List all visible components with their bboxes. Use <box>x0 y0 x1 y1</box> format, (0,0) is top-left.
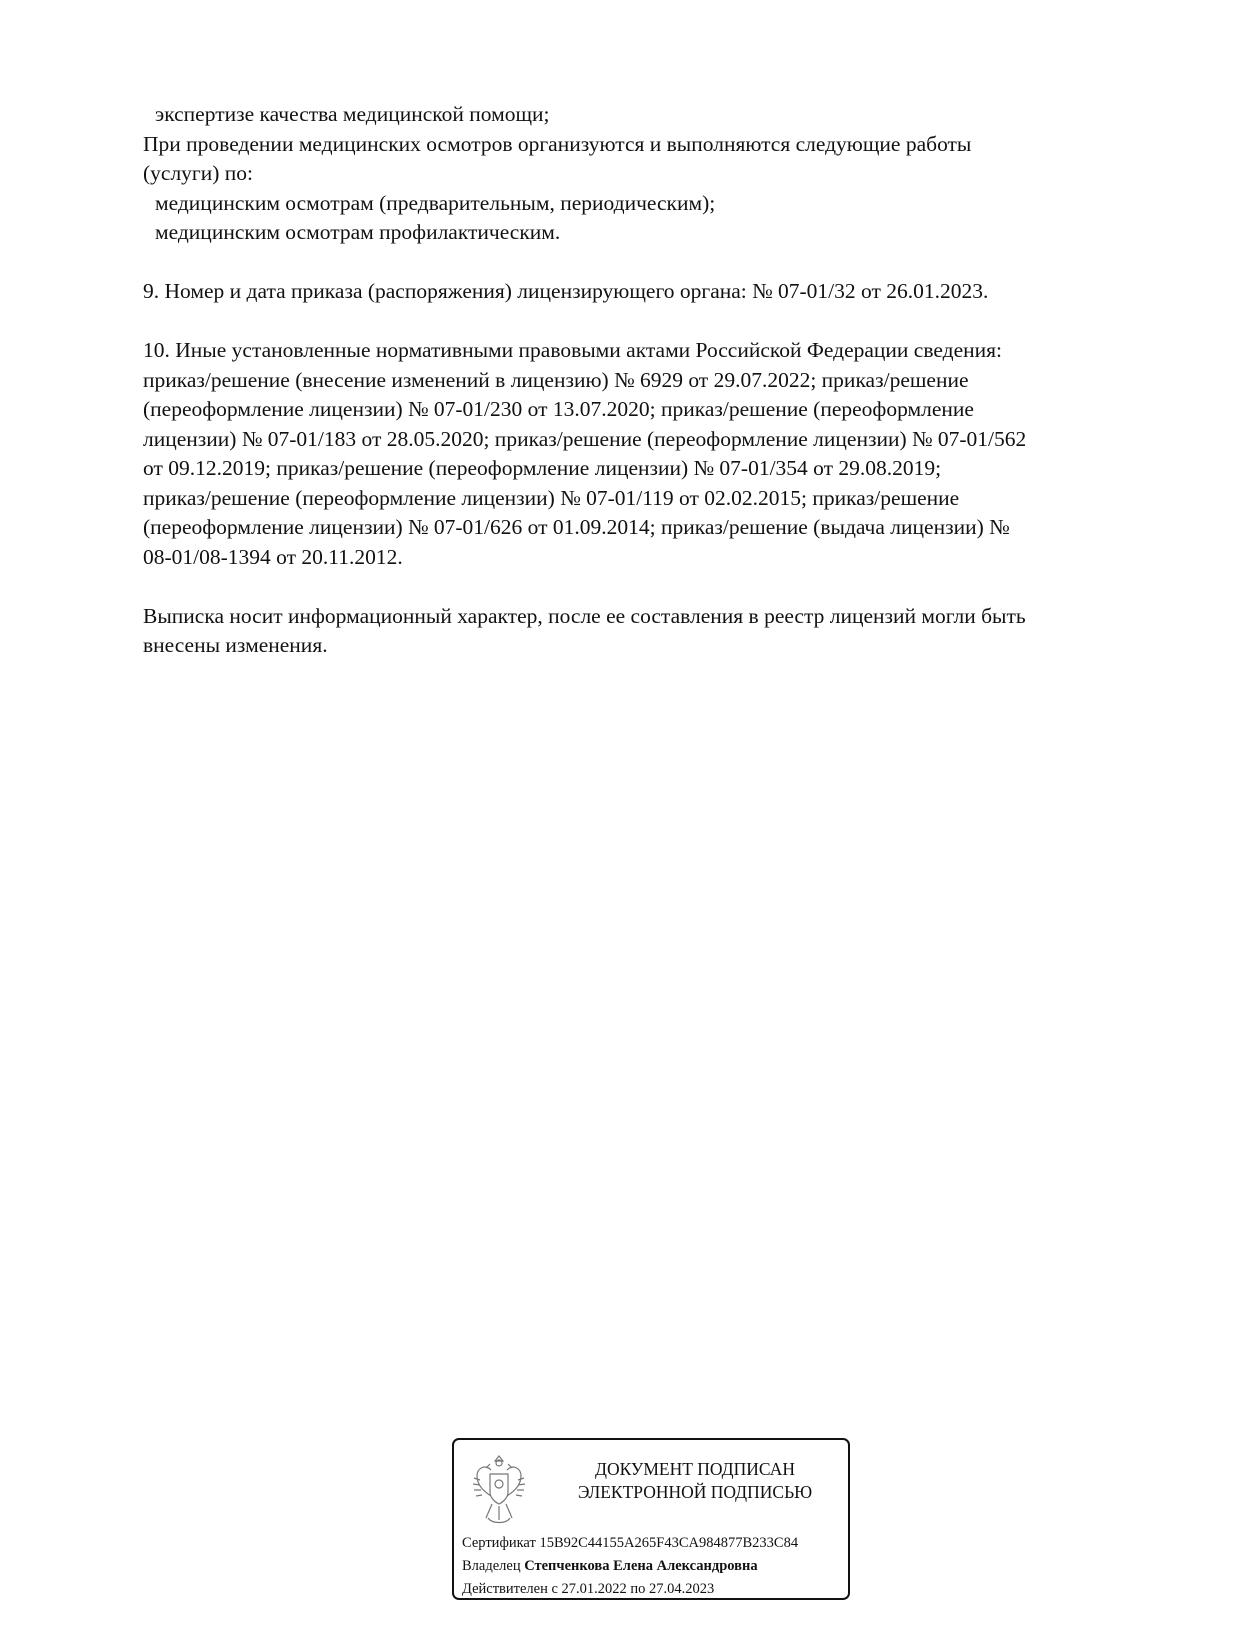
text-line: При проведении медицинских осмотров организуются и выполняются следующие работы <box>143 131 972 156</box>
text-line: медицинским осмотрам (предварительным, периодическим); <box>155 190 716 215</box>
certificate-row <box>462 1532 798 1555</box>
owner-row <box>462 1555 798 1578</box>
text-line: (услуги) по: <box>143 161 254 185</box>
certificate-value: 15B92C44155A265F43CA984877B233C84 <box>539 1535 799 1551</box>
text-line: экспертизе качества медицинской помощи; <box>155 102 550 126</box>
text-line: медицинским осмотрам профилактическим. <box>155 220 561 244</box>
text-line: приказ/решение (переоформление лицензии) № 07-01/119 от 02.02.2015; приказ/решение <box>143 485 960 510</box>
text-line: от 09.12.2019; приказ/решение (переоформление лицензии) № 07-01/354 от 29.08.2019; <box>143 456 942 480</box>
item-9-order: 9. Номер и дата приказа (распоряжения) лицензирующего органа: № 07-01/32 от 26.01.2023. <box>143 279 989 303</box>
text-line: приказ/решение (внесение изменений в лицензию) № 6929 от 29.07.2022; приказ/решение <box>143 367 969 392</box>
coat-of-arms-icon <box>466 1452 532 1532</box>
text-line: (переоформление лицензии) № 07-01/626 от 01.09.2014; приказ/решение (выдача лицензии) № <box>143 515 1010 539</box>
text-line: 08-01/08-1394 от 20.11.2012. <box>143 544 403 569</box>
stamp-title <box>550 1458 840 1504</box>
electronic-signature-stamp <box>452 1438 850 1600</box>
paragraph-gap <box>143 248 1143 278</box>
text-line: 10. Иные установленные нормативными правовыми актами Российской Федерации сведения: <box>143 338 1002 362</box>
stamp-title-line: ДОКУМЕНТ ПОДПИСАН <box>595 1459 795 1479</box>
paragraph-gap <box>143 572 1143 602</box>
owner-label: Владелец <box>462 1558 521 1574</box>
disclaimer-note <box>143 602 1143 661</box>
paragraph-gap <box>143 307 1143 337</box>
text-line: внесены изменения. <box>143 633 328 657</box>
validity-row: Действителен с 27.01.2022 по 27.04.2023 <box>462 1581 715 1597</box>
text-line: лицензии) № 07-01/183 от 28.05.2020; приказ/решение (переоформление лицензии) № 07-01/562 <box>143 426 1027 451</box>
owner-value: Степченкова Елена Александровна <box>524 1558 758 1574</box>
certificate-label: Сертификат <box>462 1535 536 1551</box>
item-10-other-info <box>143 336 1143 572</box>
stamp-details <box>462 1532 798 1600</box>
text-line: Выписка носит информационный характер, после ее составления в реестр лицензий могли быть <box>143 603 1026 628</box>
document-body <box>143 100 1143 661</box>
stamp-title-line: ЭЛЕКТРОННОЙ ПОДПИСЬЮ <box>577 1482 813 1502</box>
text-line: (переоформление лицензии) № 07-01/230 от 13.07.2020; приказ/решение (переоформление <box>143 397 974 421</box>
